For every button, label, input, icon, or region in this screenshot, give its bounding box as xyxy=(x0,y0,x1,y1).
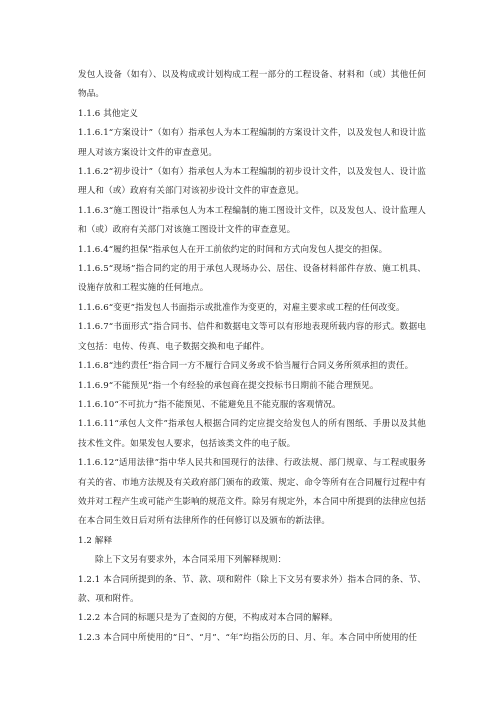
clause-1-2-2: 1.2.2 本合同的标题只是为了查阅的方便，不构成对本合同的解释。 xyxy=(78,613,338,624)
clause-1-2-intro: 除上下文另有要求外，本合同采用下列解释规则： xyxy=(95,555,287,566)
clause-1-2-1: 1.2.1 本合同所提到的条、节、款、项和附件（除上下文另有要求外）指本合同的条、节、款、项和附件。 xyxy=(78,574,426,604)
clause-1-1-6-9: 1.1.6.9“不能预见”指一个有经验的承包商在提交投标书日期前不能合理预见。 xyxy=(78,380,379,391)
clause-1-1-6-12: 1.1.6.12“适用法律”指中华人民共和国现行的法律、行政法规、部门规章、与工程或服务有关的省、市地方法规及有关政府部门颁布的政策、规定、命令等所有在合同履行过程中有效并对工程产生或可能产生影响的规范文件。除另有规定外，本合同中所提到的法律应包括在本合同生效日后对所有法律所作的任何修订以及颁布的新法律。 xyxy=(78,458,426,527)
clause-1-1-6-1: 1.1.6.1“方案设计”（如有）指承包人为本工程编制的方案设计文件，以及发包人和设计监理人对该方案设计文件的审查意见。 xyxy=(78,128,426,158)
clause-1-1-6-2: 1.1.6.2“初步设计”（如有）指承包人为本工程编制的初步设计文件，以及发包人、设计监理人和（或）政府有关部门对该初步设计文件的审查意见。 xyxy=(78,167,426,197)
section-heading-1-2: 1.2 解释 xyxy=(78,535,113,546)
clause-1-1-6-11: 1.1.6.11“承包人文件”指承包人根据合同约定应提交给发包人的所有图纸、手册以及其他技术性文件。如果发包人要求，包括该类文件的电子版。 xyxy=(78,419,426,449)
clause-1-1-6-6: 1.1.6.6“变更”指发包人书面指示或批准作为变更的，对雇主要求或工程的任何改变。 xyxy=(78,302,405,313)
clause-1-1-6-5: 1.1.6.5“现场”指合同约定的用于承包人现场办公、居住、设备材料部件存放、施工机具、设施存放和工程实施的任何地点。 xyxy=(78,264,426,294)
clause-1-1-6-4: 1.1.6.4“履约担保”指承包人在开工前依约定的时间和方式向发包人提交的担保。 xyxy=(78,244,388,255)
document-body xyxy=(78,66,426,648)
clause-1-2-3: 1.2.3 本合同中所使用的“日”、“月”、“年”均指公历的日、月、年。本合同中所使用的任 xyxy=(78,632,418,643)
clause-1-1-6-8: 1.1.6.8“违约责任”指合同一方不履行合同义务或不恰当履行合同义务所须承担的责任。 xyxy=(78,361,414,372)
clause-1-1-6-3: 1.1.6.3“施工图设计”指承包人为本工程编制的施工图设计文件，以及发包人、设计监理人和（或）政府有关部门对该施工图设计文件的审查意见。 xyxy=(78,205,426,236)
section-heading-1-1-6: 1.1.6 其他定义 xyxy=(78,108,138,119)
clause-1-1-6-10: 1.1.6.10“不可抗力”指不能预见、不能避免且不能克服的客观情况。 xyxy=(78,399,341,410)
paragraph-continued: 发包人设备（如有）、以及构成或计划构成工程一部分的工程设备、材料和（或）其他任何物品。 xyxy=(78,70,426,100)
clause-1-1-6-7: 1.1.6.7“书面形式”指合同书、信件和数据电文等可以有形地表现所载内容的形式。数据电文包括：电传、传真、电子数据交换和电子邮件。 xyxy=(78,322,426,352)
